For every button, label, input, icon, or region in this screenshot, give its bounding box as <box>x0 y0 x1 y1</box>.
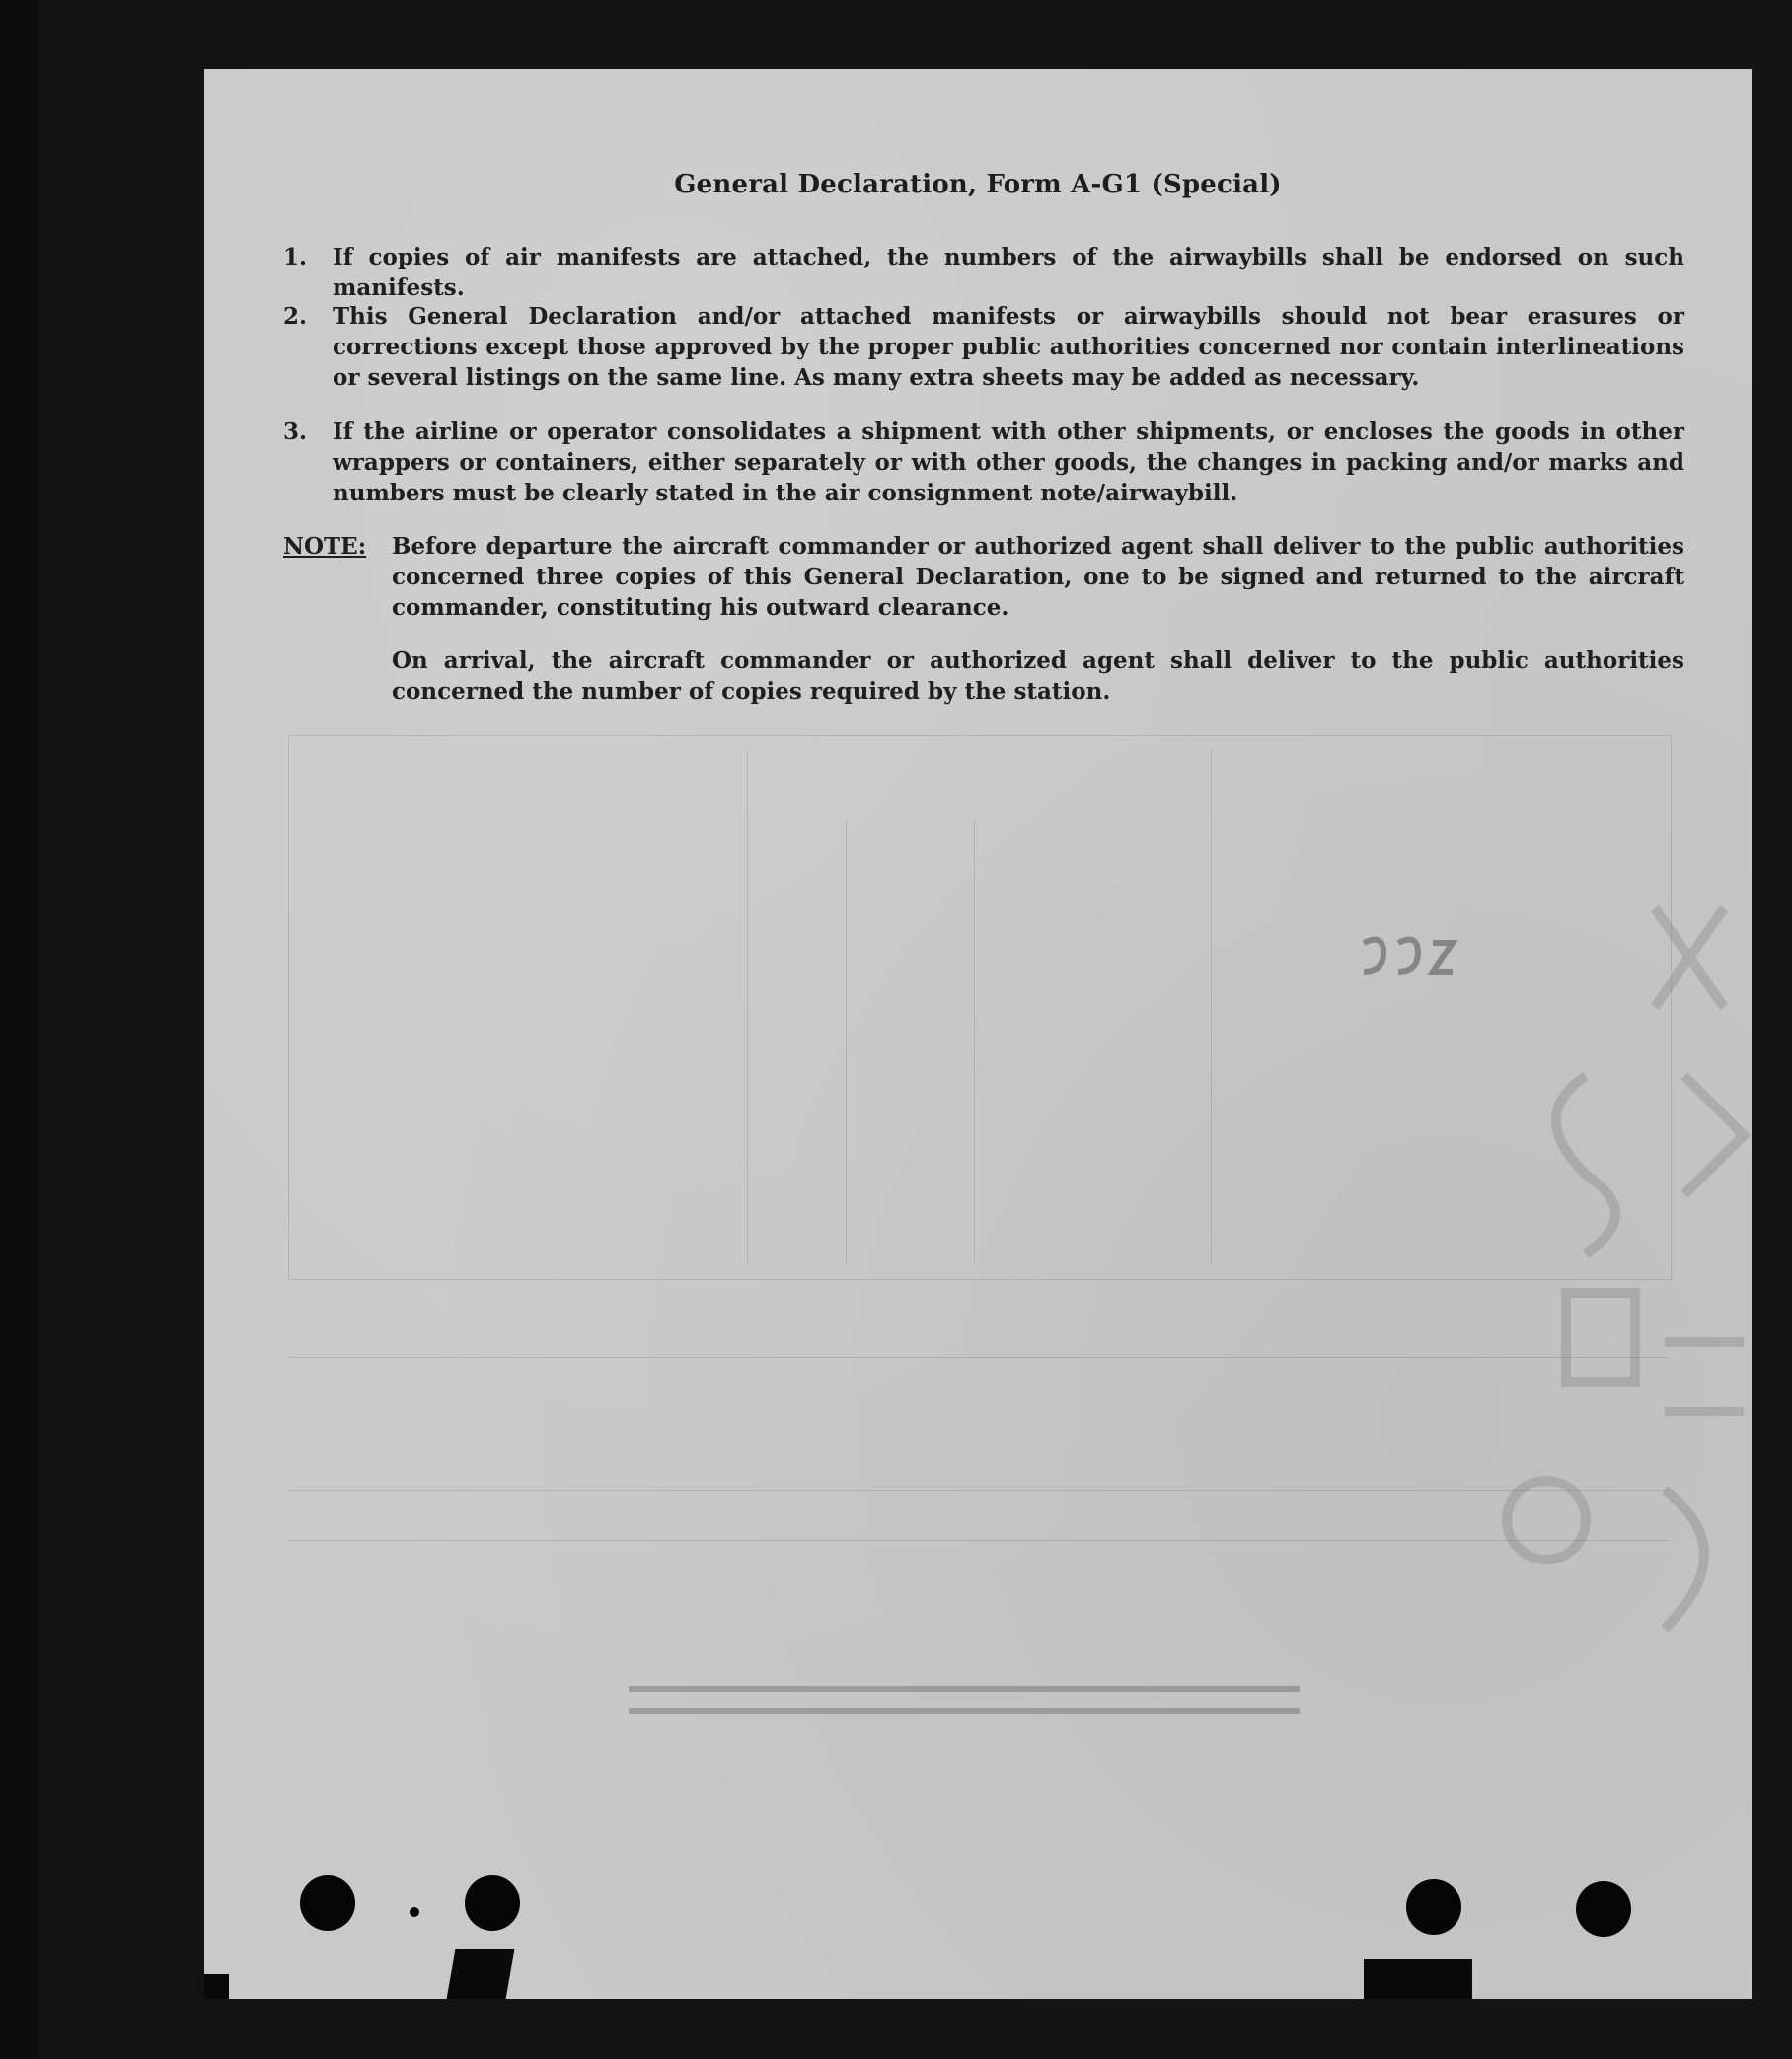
bleed-through-seal-graphic <box>1467 878 1752 1688</box>
bleed-through-divider <box>1211 750 1212 1263</box>
document-page <box>204 69 1752 1999</box>
item-text: This General Declaration and/or attached manifests or airwaybills should not bear erasures or corrections except those approved by the proper public authorities concerned nor contain interlineations or several listings on the same line. As many extra sheets may be added as necessary. <box>333 303 1684 391</box>
bleed-through-rule <box>288 1357 1670 1358</box>
punch-hole <box>300 1875 355 1931</box>
document-title: General Declaration, Form A-G1 (Special) <box>674 170 1282 199</box>
punch-hole-small <box>410 1907 419 1917</box>
punch-hole <box>1406 1879 1461 1935</box>
scan-left-edge <box>0 0 39 2059</box>
torn-edge <box>1364 1959 1472 1999</box>
bleed-through-divider <box>846 819 847 1263</box>
bleed-through-divider <box>974 819 975 1263</box>
punch-hole <box>465 1875 520 1931</box>
bleed-through-divider <box>747 750 748 1263</box>
punch-hole <box>1576 1881 1631 1937</box>
bleed-through-stamp <box>1354 933 1462 992</box>
bleed-through-rule <box>288 1490 1670 1491</box>
item-text: If the airline or operator consolidates a shipment with other shipments, or encloses the goods in other wrappers or containers, either separately or with other goods, the changes in packing and/or marks and numbers must be clearly stated in the air consignment note/airwaybill. <box>333 419 1684 506</box>
item-text: If copies of air manifests are attached, the numbers of the airwaybills shall be endorsed on such manifests. <box>333 244 1684 301</box>
mirrored-heading-graphic <box>629 1678 1339 1727</box>
note-paragraph-1: Before departure the aircraft commander or authorized agent shall deliver to the public authorities concerned three copies of this General Declaration, one to be signed and returned to the aircraft commander, constituting his outward clearance. <box>392 533 1684 621</box>
item-number: 3. <box>283 419 308 445</box>
stamp-number-graphic <box>1354 933 1462 982</box>
note-label: NOTE: <box>283 533 367 560</box>
note-paragraph-2: On arrival, the aircraft commander or authorized agent shall deliver to the public authorities concerned the number of copies required by the station. <box>392 648 1684 705</box>
item-number: 1. <box>283 244 308 270</box>
item-number: 2. <box>283 303 308 330</box>
bleed-through-rule <box>288 1540 1670 1541</box>
torn-edge <box>447 1949 515 1999</box>
bleed-through-heading <box>629 1678 1339 1737</box>
bleed-through-box <box>288 735 1672 1280</box>
torn-edge <box>204 1974 229 1999</box>
